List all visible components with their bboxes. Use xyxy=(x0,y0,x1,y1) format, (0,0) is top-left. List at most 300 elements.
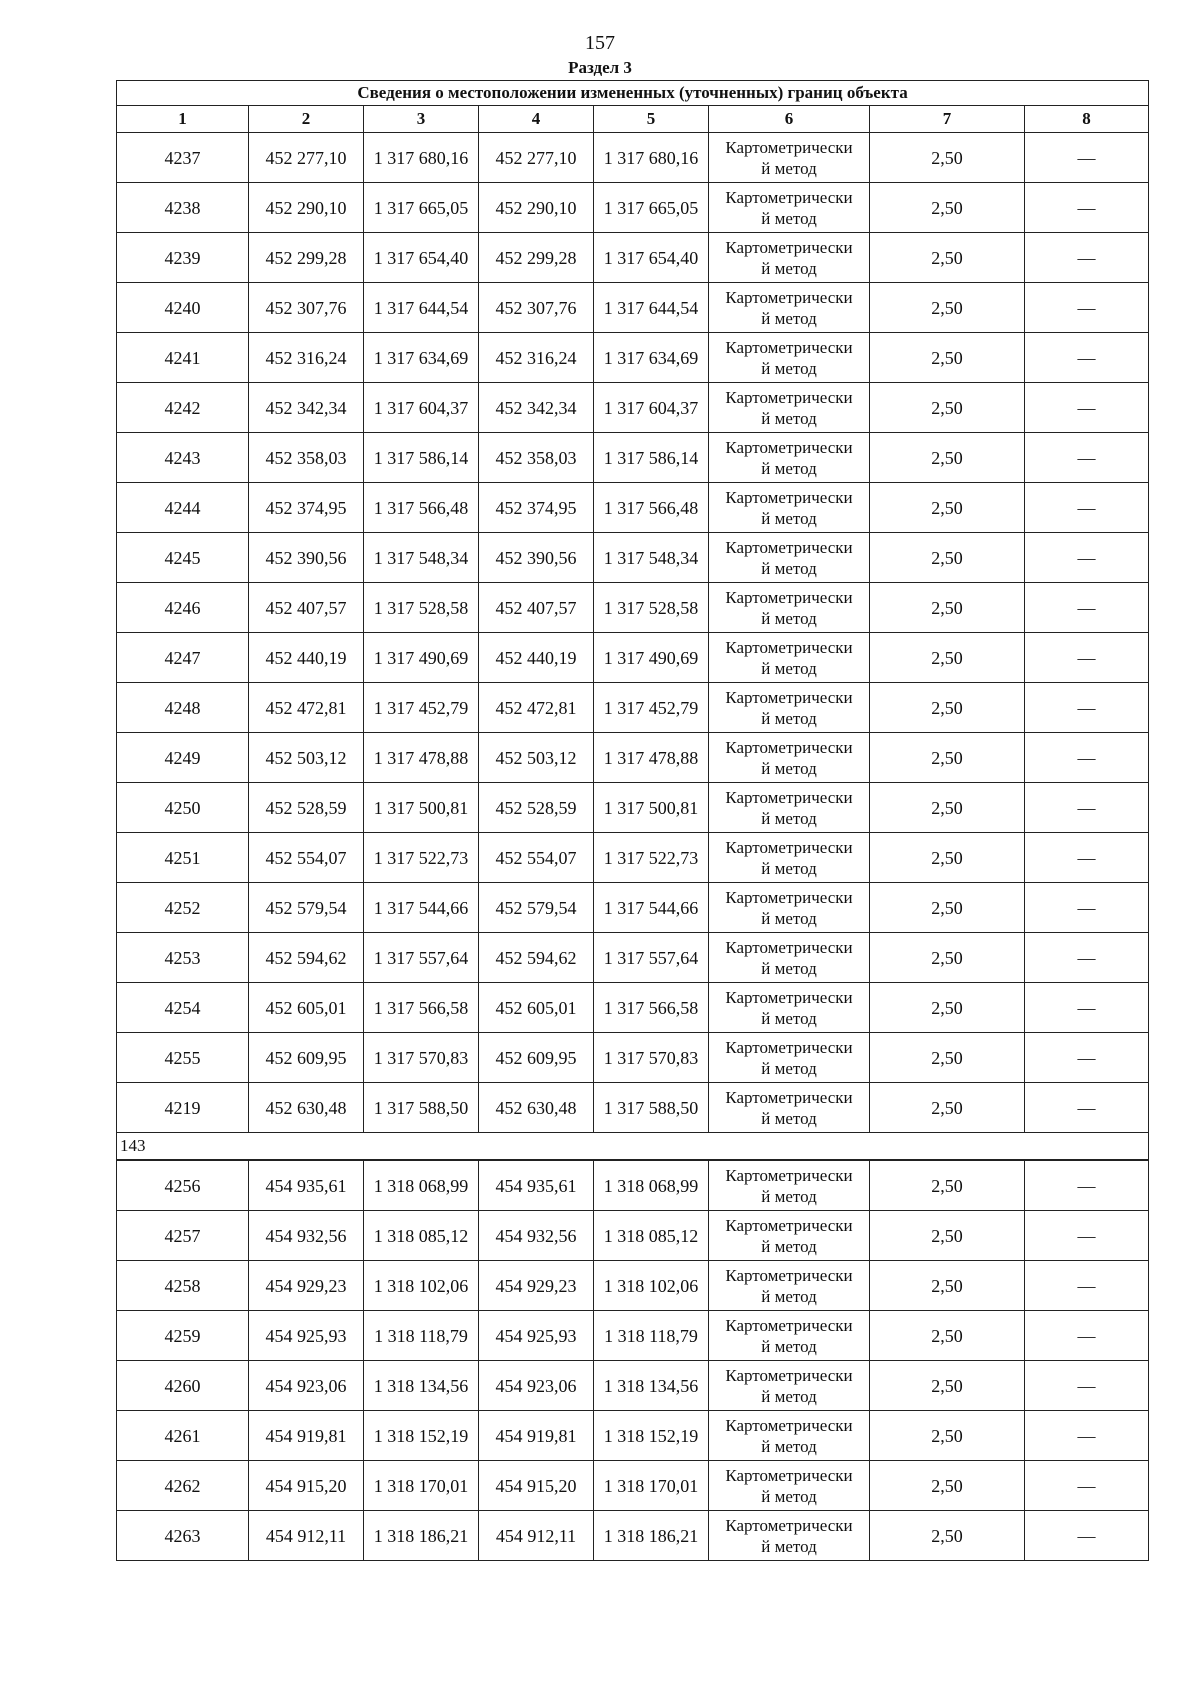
y-new-cell: 1 317 566,58 xyxy=(594,983,709,1033)
method-cell xyxy=(709,133,870,183)
column-header: 7 xyxy=(870,106,1025,133)
description-cell: — xyxy=(1025,233,1149,283)
description-cell: — xyxy=(1025,483,1149,533)
description-cell: — xyxy=(1025,1461,1149,1511)
method-text-line: Картометрически xyxy=(725,637,853,657)
accuracy-cell: 2,50 xyxy=(870,483,1025,533)
table-row xyxy=(117,1033,1149,1083)
description-cell: — xyxy=(1025,1083,1149,1133)
page-number: 157 xyxy=(585,32,615,54)
description-cell: — xyxy=(1025,1033,1149,1083)
x-old-cell: 452 290,10 xyxy=(249,183,364,233)
y-old-cell: 1 317 586,14 xyxy=(364,433,479,483)
x-new-cell: 452 528,59 xyxy=(479,783,594,833)
column-header: 6 xyxy=(709,106,870,133)
y-new-cell: 1 317 634,69 xyxy=(594,333,709,383)
method-text-line: й метод xyxy=(761,658,817,678)
method-text-line: Картометрически xyxy=(725,737,853,757)
method-text-line: Картометрически xyxy=(725,837,853,857)
accuracy-cell: 2,50 xyxy=(870,1083,1025,1133)
x-new-cell: 454 915,20 xyxy=(479,1461,594,1511)
group-label: 143 xyxy=(117,1133,1149,1161)
x-new-cell: 452 605,01 xyxy=(479,983,594,1033)
method-text-line: й метод xyxy=(761,1386,817,1406)
column-header: 8 xyxy=(1025,106,1149,133)
table-caption: Сведения о местоположении измененных (уточненных) границ объекта xyxy=(117,81,1149,106)
method-text-line: Картометрически xyxy=(725,1215,853,1235)
description-cell: — xyxy=(1025,183,1149,233)
x-new-cell: 454 929,23 xyxy=(479,1261,594,1311)
x-old-cell: 452 605,01 xyxy=(249,983,364,1033)
table-row xyxy=(117,133,1149,183)
accuracy-cell: 2,50 xyxy=(870,1311,1025,1361)
accuracy-cell: 2,50 xyxy=(870,983,1025,1033)
x-old-cell: 454 925,93 xyxy=(249,1311,364,1361)
y-old-cell: 1 317 522,73 xyxy=(364,833,479,883)
description-cell: — xyxy=(1025,383,1149,433)
accuracy-cell: 2,50 xyxy=(870,1511,1025,1561)
table-row xyxy=(117,333,1149,383)
y-old-cell: 1 318 170,01 xyxy=(364,1461,479,1511)
method-cell xyxy=(709,733,870,783)
method-text-line: Картометрически xyxy=(725,137,853,157)
accuracy-cell: 2,50 xyxy=(870,1411,1025,1461)
table-row xyxy=(117,833,1149,883)
x-old-cell: 452 503,12 xyxy=(249,733,364,783)
x-old-cell: 452 307,76 xyxy=(249,283,364,333)
method-cell xyxy=(709,1361,870,1411)
table-row xyxy=(117,1361,1149,1411)
method-text-line: й метод xyxy=(761,158,817,178)
y-old-cell: 1 317 654,40 xyxy=(364,233,479,283)
point-number-cell: 4251 xyxy=(117,833,249,883)
table-row xyxy=(117,183,1149,233)
method-cell xyxy=(709,483,870,533)
x-old-cell: 452 390,56 xyxy=(249,533,364,583)
y-old-cell: 1 317 478,88 xyxy=(364,733,479,783)
x-old-cell: 454 923,06 xyxy=(249,1361,364,1411)
point-number-cell: 4219 xyxy=(117,1083,249,1133)
table-row xyxy=(117,1160,1149,1211)
x-old-cell: 452 299,28 xyxy=(249,233,364,283)
x-new-cell: 452 472,81 xyxy=(479,683,594,733)
accuracy-cell: 2,50 xyxy=(870,833,1025,883)
x-new-cell: 452 342,34 xyxy=(479,383,594,433)
boundary-coordinates-table xyxy=(116,80,1149,1561)
point-number-cell: 4238 xyxy=(117,183,249,233)
method-text-line: й метод xyxy=(761,1436,817,1456)
x-new-cell: 452 594,62 xyxy=(479,933,594,983)
table-row xyxy=(117,733,1149,783)
point-number-cell: 4263 xyxy=(117,1511,249,1561)
y-old-cell: 1 318 102,06 xyxy=(364,1261,479,1311)
x-old-cell: 452 594,62 xyxy=(249,933,364,983)
table-row xyxy=(117,1511,1149,1561)
method-text-line: Картометрически xyxy=(725,237,853,257)
method-cell xyxy=(709,1261,870,1311)
table-row xyxy=(117,633,1149,683)
x-old-cell: 454 919,81 xyxy=(249,1411,364,1461)
method-text-line: Картометрически xyxy=(725,387,853,407)
accuracy-cell: 2,50 xyxy=(870,583,1025,633)
method-text-line: Картометрически xyxy=(725,1415,853,1435)
y-old-cell: 1 318 134,56 xyxy=(364,1361,479,1411)
y-new-cell: 1 318 085,12 xyxy=(594,1211,709,1261)
method-cell xyxy=(709,683,870,733)
description-cell: — xyxy=(1025,333,1149,383)
y-new-cell: 1 317 557,64 xyxy=(594,933,709,983)
y-old-cell: 1 317 588,50 xyxy=(364,1083,479,1133)
y-new-cell: 1 318 118,79 xyxy=(594,1311,709,1361)
accuracy-cell: 2,50 xyxy=(870,733,1025,783)
method-cell xyxy=(709,1211,870,1261)
method-text-line: й метод xyxy=(761,258,817,278)
point-number-cell: 4239 xyxy=(117,233,249,283)
y-old-cell: 1 317 548,34 xyxy=(364,533,479,583)
x-new-cell: 454 925,93 xyxy=(479,1311,594,1361)
point-number-cell: 4237 xyxy=(117,133,249,183)
method-text-line: й метод xyxy=(761,858,817,878)
y-old-cell: 1 317 665,05 xyxy=(364,183,479,233)
method-text-line: Картометрически xyxy=(725,1315,853,1335)
method-text-line: й метод xyxy=(761,1108,817,1128)
point-number-cell: 4240 xyxy=(117,283,249,333)
table-row xyxy=(117,1083,1149,1133)
table-row xyxy=(117,383,1149,433)
point-number-cell: 4261 xyxy=(117,1411,249,1461)
y-new-cell: 1 318 152,19 xyxy=(594,1411,709,1461)
point-number-cell: 4255 xyxy=(117,1033,249,1083)
table-row xyxy=(117,533,1149,583)
description-cell: — xyxy=(1025,783,1149,833)
accuracy-cell: 2,50 xyxy=(870,533,1025,583)
method-text-line: Картометрически xyxy=(725,1037,853,1057)
method-cell xyxy=(709,833,870,883)
accuracy-cell: 2,50 xyxy=(870,633,1025,683)
column-header: 1 xyxy=(117,106,249,133)
method-text-line: Картометрически xyxy=(725,1365,853,1385)
y-new-cell: 1 317 500,81 xyxy=(594,783,709,833)
method-text-line: й метод xyxy=(761,708,817,728)
method-text-line: Картометрически xyxy=(725,1165,853,1185)
method-cell xyxy=(709,283,870,333)
method-text-line: Картометрически xyxy=(725,887,853,907)
method-cell xyxy=(709,233,870,283)
description-cell: — xyxy=(1025,1511,1149,1561)
x-new-cell: 454 923,06 xyxy=(479,1361,594,1411)
method-text-line: Картометрически xyxy=(725,1087,853,1107)
method-text-line: й метод xyxy=(761,1236,817,1256)
x-old-cell: 454 912,11 xyxy=(249,1511,364,1561)
y-new-cell: 1 317 544,66 xyxy=(594,883,709,933)
description-cell: — xyxy=(1025,533,1149,583)
method-text-line: Картометрически xyxy=(725,587,853,607)
method-cell xyxy=(709,533,870,583)
description-cell: — xyxy=(1025,433,1149,483)
accuracy-cell: 2,50 xyxy=(870,1211,1025,1261)
x-old-cell: 452 630,48 xyxy=(249,1083,364,1133)
x-new-cell: 452 290,10 xyxy=(479,183,594,233)
y-old-cell: 1 317 528,58 xyxy=(364,583,479,633)
accuracy-cell: 2,50 xyxy=(870,1461,1025,1511)
method-cell xyxy=(709,933,870,983)
column-number-header xyxy=(117,106,1149,133)
x-new-cell: 454 919,81 xyxy=(479,1411,594,1461)
y-new-cell: 1 317 528,58 xyxy=(594,583,709,633)
method-cell xyxy=(709,1033,870,1083)
method-text-line: й метод xyxy=(761,1336,817,1356)
y-new-cell: 1 318 170,01 xyxy=(594,1461,709,1511)
y-old-cell: 1 317 452,79 xyxy=(364,683,479,733)
y-old-cell: 1 318 085,12 xyxy=(364,1211,479,1261)
point-number-cell: 4250 xyxy=(117,783,249,833)
method-text-line: й метод xyxy=(761,608,817,628)
description-cell: — xyxy=(1025,1311,1149,1361)
y-old-cell: 1 318 118,79 xyxy=(364,1311,479,1361)
y-new-cell: 1 318 186,21 xyxy=(594,1511,709,1561)
accuracy-cell: 2,50 xyxy=(870,933,1025,983)
point-number-cell: 4257 xyxy=(117,1211,249,1261)
x-new-cell: 452 307,76 xyxy=(479,283,594,333)
accuracy-cell: 2,50 xyxy=(870,383,1025,433)
x-new-cell: 452 299,28 xyxy=(479,233,594,283)
x-new-cell: 452 554,07 xyxy=(479,833,594,883)
y-old-cell: 1 317 566,58 xyxy=(364,983,479,1033)
method-text-line: й метод xyxy=(761,458,817,478)
x-new-cell: 452 374,95 xyxy=(479,483,594,533)
accuracy-cell: 2,50 xyxy=(870,883,1025,933)
x-new-cell: 454 935,61 xyxy=(479,1160,594,1211)
method-cell xyxy=(709,633,870,683)
x-old-cell: 452 358,03 xyxy=(249,433,364,483)
accuracy-cell: 2,50 xyxy=(870,233,1025,283)
x-old-cell: 452 316,24 xyxy=(249,333,364,383)
method-text-line: й метод xyxy=(761,508,817,528)
point-number-cell: 4245 xyxy=(117,533,249,583)
method-text-line: й метод xyxy=(761,208,817,228)
description-cell: — xyxy=(1025,583,1149,633)
x-new-cell: 454 932,56 xyxy=(479,1211,594,1261)
point-number-cell: 4260 xyxy=(117,1361,249,1411)
y-old-cell: 1 317 604,37 xyxy=(364,383,479,433)
point-number-cell: 4262 xyxy=(117,1461,249,1511)
method-text-line: Картометрически xyxy=(725,337,853,357)
point-number-cell: 4248 xyxy=(117,683,249,733)
table-row xyxy=(117,933,1149,983)
method-cell xyxy=(709,1160,870,1211)
x-old-cell: 452 472,81 xyxy=(249,683,364,733)
y-new-cell: 1 317 522,73 xyxy=(594,833,709,883)
x-old-cell: 452 342,34 xyxy=(249,383,364,433)
description-cell: — xyxy=(1025,983,1149,1033)
y-new-cell: 1 318 068,99 xyxy=(594,1160,709,1211)
method-text-line: Картометрически xyxy=(725,1265,853,1285)
x-old-cell: 452 528,59 xyxy=(249,783,364,833)
method-text-line: Картометрически xyxy=(725,1515,853,1535)
point-number-cell: 4253 xyxy=(117,933,249,983)
accuracy-cell: 2,50 xyxy=(870,283,1025,333)
accuracy-cell: 2,50 xyxy=(870,1160,1025,1211)
accuracy-cell: 2,50 xyxy=(870,183,1025,233)
method-cell xyxy=(709,1311,870,1361)
x-old-cell: 452 579,54 xyxy=(249,883,364,933)
point-number-cell: 4241 xyxy=(117,333,249,383)
method-text-line: й метод xyxy=(761,308,817,328)
method-text-line: Картометрически xyxy=(725,787,853,807)
y-new-cell: 1 317 478,88 xyxy=(594,733,709,783)
table-row xyxy=(117,583,1149,633)
column-header: 3 xyxy=(364,106,479,133)
table-body xyxy=(117,81,1149,1561)
method-text-line: Картометрически xyxy=(725,537,853,557)
y-old-cell: 1 317 680,16 xyxy=(364,133,479,183)
method-text-line: й метод xyxy=(761,408,817,428)
x-new-cell: 452 440,19 xyxy=(479,633,594,683)
method-text-line: Картометрически xyxy=(725,437,853,457)
description-cell: — xyxy=(1025,1261,1149,1311)
x-old-cell: 452 609,95 xyxy=(249,1033,364,1083)
table-row xyxy=(117,233,1149,283)
x-old-cell: 454 929,23 xyxy=(249,1261,364,1311)
description-cell: — xyxy=(1025,1211,1149,1261)
method-text-line: й метод xyxy=(761,758,817,778)
y-new-cell: 1 317 680,16 xyxy=(594,133,709,183)
method-text-line: й метод xyxy=(761,1486,817,1506)
method-text-line: й метод xyxy=(761,1186,817,1206)
accuracy-cell: 2,50 xyxy=(870,433,1025,483)
x-old-cell: 452 374,95 xyxy=(249,483,364,533)
description-cell: — xyxy=(1025,933,1149,983)
point-number-cell: 4244 xyxy=(117,483,249,533)
point-number-cell: 4247 xyxy=(117,633,249,683)
description-cell: — xyxy=(1025,833,1149,883)
table-row xyxy=(117,783,1149,833)
method-cell xyxy=(709,783,870,833)
y-old-cell: 1 318 186,21 xyxy=(364,1511,479,1561)
description-cell: — xyxy=(1025,283,1149,333)
accuracy-cell: 2,50 xyxy=(870,1033,1025,1083)
column-header: 2 xyxy=(249,106,364,133)
point-number-cell: 4243 xyxy=(117,433,249,483)
method-text-line: Картометрически xyxy=(725,287,853,307)
method-text-line: й метод xyxy=(761,808,817,828)
method-text-line: й метод xyxy=(761,1008,817,1028)
table-row xyxy=(117,683,1149,733)
y-old-cell: 1 317 490,69 xyxy=(364,633,479,683)
x-new-cell: 452 609,95 xyxy=(479,1033,594,1083)
x-old-cell: 452 440,19 xyxy=(249,633,364,683)
accuracy-cell: 2,50 xyxy=(870,333,1025,383)
method-text-line: Картометрически xyxy=(725,937,853,957)
y-new-cell: 1 317 586,14 xyxy=(594,433,709,483)
table-row xyxy=(117,283,1149,333)
x-old-cell: 454 932,56 xyxy=(249,1211,364,1261)
y-new-cell: 1 317 548,34 xyxy=(594,533,709,583)
point-number-cell: 4252 xyxy=(117,883,249,933)
x-old-cell: 452 554,07 xyxy=(249,833,364,883)
method-cell xyxy=(709,1083,870,1133)
method-text-line: й метод xyxy=(761,1286,817,1306)
method-text-line: Картометрически xyxy=(725,1465,853,1485)
table-row xyxy=(117,883,1149,933)
method-text-line: й метод xyxy=(761,1536,817,1556)
method-cell xyxy=(709,583,870,633)
y-old-cell: 1 317 557,64 xyxy=(364,933,479,983)
x-old-cell: 452 407,57 xyxy=(249,583,364,633)
method-text-line: й метод xyxy=(761,558,817,578)
x-new-cell: 452 277,10 xyxy=(479,133,594,183)
y-new-cell: 1 317 665,05 xyxy=(594,183,709,233)
x-old-cell: 454 935,61 xyxy=(249,1160,364,1211)
table-row xyxy=(117,483,1149,533)
description-cell: — xyxy=(1025,733,1149,783)
point-number-cell: 4259 xyxy=(117,1311,249,1361)
y-old-cell: 1 317 566,48 xyxy=(364,483,479,533)
method-cell xyxy=(709,1511,870,1561)
y-new-cell: 1 317 452,79 xyxy=(594,683,709,733)
method-cell xyxy=(709,1461,870,1511)
y-new-cell: 1 317 604,37 xyxy=(594,383,709,433)
method-cell xyxy=(709,383,870,433)
accuracy-cell: 2,50 xyxy=(870,1261,1025,1311)
table-row xyxy=(117,1461,1149,1511)
y-new-cell: 1 317 490,69 xyxy=(594,633,709,683)
description-cell: — xyxy=(1025,683,1149,733)
description-cell: — xyxy=(1025,1361,1149,1411)
method-text-line: Картометрически xyxy=(725,687,853,707)
y-old-cell: 1 317 644,54 xyxy=(364,283,479,333)
method-text-line: й метод xyxy=(761,1058,817,1078)
y-new-cell: 1 317 566,48 xyxy=(594,483,709,533)
method-cell xyxy=(709,1411,870,1461)
y-old-cell: 1 317 544,66 xyxy=(364,883,479,933)
point-number-cell: 4256 xyxy=(117,1160,249,1211)
description-cell: — xyxy=(1025,1411,1149,1461)
y-new-cell: 1 317 654,40 xyxy=(594,233,709,283)
x-old-cell: 452 277,10 xyxy=(249,133,364,183)
y-new-cell: 1 317 588,50 xyxy=(594,1083,709,1133)
table-caption-row xyxy=(117,81,1149,106)
description-cell: — xyxy=(1025,633,1149,683)
point-number-cell: 4258 xyxy=(117,1261,249,1311)
point-number-cell: 4254 xyxy=(117,983,249,1033)
point-number-cell: 4249 xyxy=(117,733,249,783)
group-row xyxy=(117,1133,1149,1161)
accuracy-cell: 2,50 xyxy=(870,133,1025,183)
x-new-cell: 452 579,54 xyxy=(479,883,594,933)
method-text-line: й метод xyxy=(761,358,817,378)
method-text-line: Картометрически xyxy=(725,487,853,507)
y-old-cell: 1 317 634,69 xyxy=(364,333,479,383)
method-text-line: Картометрически xyxy=(725,187,853,207)
x-new-cell: 452 358,03 xyxy=(479,433,594,483)
x-new-cell: 452 316,24 xyxy=(479,333,594,383)
description-cell: — xyxy=(1025,883,1149,933)
y-old-cell: 1 318 152,19 xyxy=(364,1411,479,1461)
x-new-cell: 452 503,12 xyxy=(479,733,594,783)
method-text-line: й метод xyxy=(761,908,817,928)
method-cell xyxy=(709,183,870,233)
method-text-line: й метод xyxy=(761,958,817,978)
table-row xyxy=(117,1311,1149,1361)
table-row xyxy=(117,1211,1149,1261)
method-text-line: Картометрически xyxy=(725,987,853,1007)
section-title: Раздел 3 xyxy=(568,58,632,77)
y-new-cell: 1 317 644,54 xyxy=(594,283,709,333)
x-new-cell: 454 912,11 xyxy=(479,1511,594,1561)
column-header: 5 xyxy=(594,106,709,133)
y-old-cell: 1 318 068,99 xyxy=(364,1160,479,1211)
